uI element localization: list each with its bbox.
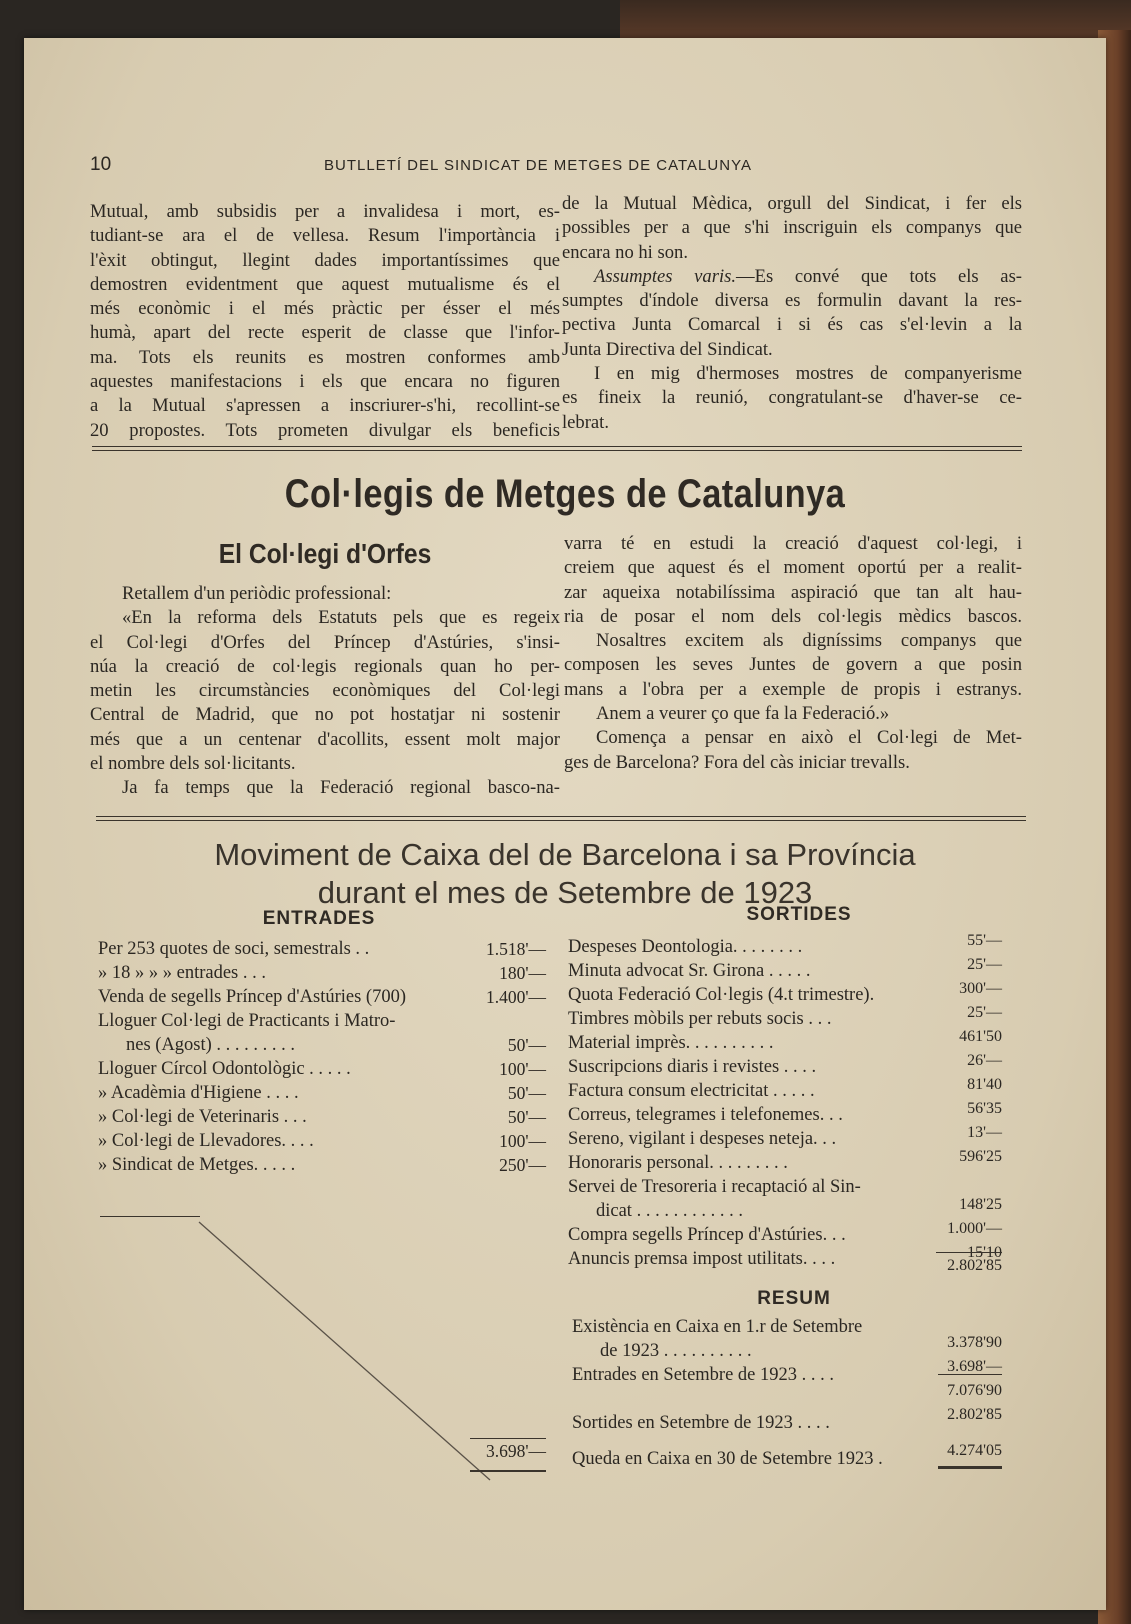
text-line: Mutual, amb subsidis per a invalidesa i mort, es- [90,201,560,222]
text-line: creiem que aquest és el moment oportú per a realit- [564,557,1022,579]
text-line: més que a un centenar d'acollits, essent molt major [90,728,560,750]
ledger-row-amount: 81'40 [967,1076,1002,1093]
ledger-row-amount: 300'— [959,980,1002,997]
text-line: núa la creació de col·legis regionals quan ho per- [90,655,560,677]
ledger-row-label: » Col·legi de Veterinaris . . . [98,1107,307,1127]
ledger-row-label: Quota Federació Col·legis (4.t trimestre). [568,985,875,1005]
text-line: varra té en estudi la creació d'aquest col·legi, i [564,533,1022,554]
entrades-heading: ENTRADES [262,908,376,929]
ledger-row-amount: 596'25 [959,1148,1002,1165]
text-line: I en mig d'hermoses mostres de companyerisme [594,363,1022,385]
ledger-row-label: » Sindicat de Metges. . . . . [98,1155,296,1175]
text-line: mans a l'obra per a exemple de propis i estranys. [564,678,1022,700]
resum-heading: RESUM [757,1288,831,1309]
text-line: Retallem d'un periòdic professional: [122,583,392,604]
ledger-row-amount: 1.518'— [485,939,546,959]
ledger-row-label: Suscripcions diaris i revistes . . . . [568,1057,817,1077]
ledger-row-label: Servei de Tresoreria i recaptació al Sin- [568,1177,861,1197]
running-title: BUTLLETÍ DEL SINDICAT DE METGES DE CATALUNYA [324,157,752,174]
section-title: Col·legis de Metges de Catalunya [284,472,846,516]
ledger-row-label: » Col·legi de Llevadores. . . . [98,1131,314,1151]
sortides-total-rule [936,1252,1002,1253]
ledger-row-amount: 148'25 [959,1196,1002,1213]
ledger-row-label: de 1923 . . . . . . . . . . [600,1341,752,1361]
ledger-row-label: Sereno, vigilant i despeses neteja. . . [568,1129,837,1149]
ledger-row-label: Lloguer Col·legi de Practicants i Matro- [98,1011,396,1031]
ledger-row-label: Lloguer Círcol Odontològic . . . . . [98,1059,351,1079]
ledger-row-amount: 25'— [967,956,1002,973]
text-line: humà, apart del recte esperit de classe que l'infor- [90,322,560,344]
ledger-row-label: Correus, telegrames i telefonemes. . . [568,1105,843,1125]
text-line: tudiant-se ara el de vellesa. Resum l'importància i [90,225,560,247]
ledger-row-label: Despeses Deontologia. . . . . . . . [568,937,803,957]
ledger-row-amount: 56'35 [967,1100,1002,1117]
text-line: Assumptes varis.—Es convé que tots els as- [594,265,1022,287]
divider-rule [92,450,1022,451]
ledger-row-amount: 100'— [499,1059,546,1079]
ledger-row-amount: 50'— [507,1083,546,1103]
ledger-row-amount: 4.274'05 [947,1442,1002,1459]
entrades-total-rule [470,1438,546,1439]
text-line: més econòmic i el més pràctic per ésser el més [90,298,560,320]
entrades-total: 3.698'— [485,1441,546,1461]
ledger-row-label: Anuncis premsa impost utilitats. . . . [568,1249,836,1269]
ledger-row-label: dicat . . . . . . . . . . . . [596,1201,743,1221]
text-line: ma. Tots els reunits es mostren conformes amb [90,346,560,368]
text-line: aquestes manifestacions i els que encara no figuren [90,371,560,393]
document-page [24,38,1106,1610]
ledger-row-amount: 50'— [507,1035,546,1055]
text-line: pectiva Junta Comarcal i si és cas s'el·levin a la [562,314,1022,336]
ledger-row-amount: 13'— [967,1124,1002,1141]
text-line: a la Mutual s'apressen a inscriurer-s'hi, recollint-se [90,395,560,417]
ledger-row-label: Factura consum electricitat . . . . . [568,1081,815,1101]
ledger-row-amount: 50'— [507,1107,546,1127]
divider-rule [96,820,1026,821]
ledger-row-amount: 1.400'— [485,987,546,1007]
article-subtitle: El Col·legi d'Orfes [218,538,432,569]
text-line: l'èxit obtingut, llegint dades importantíssimes que [90,249,560,271]
sortides-total: 2.802'85 [947,1257,1002,1274]
text-line: es fineix la reunió, congratulant-se d'haver-se ce- [562,387,1022,409]
ledger-row-amount: 15'10 [967,1244,1002,1261]
ledger-row-amount: 461'50 [959,1028,1002,1045]
ledger-row-label: Honoraris personal. . . . . . . . . [568,1153,788,1173]
ledger-row-amount: 25'— [967,1004,1002,1021]
resum-final-rule [938,1466,1002,1469]
ledger-row-label: Existència en Caixa en 1.r de Setembre [572,1317,863,1337]
ledger-row-label: » 18 » » » entrades . . . [98,963,267,983]
ledger-row-amount: 250'— [499,1155,546,1175]
ledger-row-amount: 180'— [499,963,546,983]
text-line: «En la reforma dels Estatuts pels que es regeix [122,607,560,629]
text-line: Anem a veurer ço que fa la Federació.» [596,703,890,725]
text-line: Comença a pensar en això el Col·legi de Met- [596,727,1022,749]
collegis-left-column [90,582,560,801]
ledger-row-label: Venda de segells Príncep d'Astúries (700) [98,987,406,1007]
text-line: de la Mutual Mèdica, orgull del Sindicat, i fer els [562,193,1022,214]
page-number: 10 [90,154,112,175]
ledger-row-label: Per 253 quotes de soci, semestrals . . [98,939,370,959]
ledger-row-label: Queda en Caixa en 30 de Setembre 1923 . [572,1449,883,1469]
ledger-row-amount: 26'— [967,1052,1002,1069]
ledger-row-amount: 3.378'90 [947,1334,1002,1351]
text-line: el Col·legi d'Orfes del Príncep d'Astúries, s'insi- [90,631,560,653]
text-line: 20 propostes. Tots prometen divulgar els beneficis [90,419,560,441]
text-line: Junta Directiva del Sindicat. [562,338,773,360]
ledger-row-amount: 1.000'— [947,1220,1002,1237]
ledger-row-label: Material imprès. . . . . . . . . . [568,1033,774,1053]
entrades-total-double-rule [470,1470,546,1472]
text-line: sumptes d'índole diversa es formulin davant la res- [562,290,1022,312]
text-line: demostren evidentment que aquest mutualisme és el [90,273,560,295]
divider-rule [92,446,1022,447]
top-article-left-column [90,200,560,443]
ledger-row-amount: 2.802'85 [947,1406,1002,1423]
text-line: Nosaltres excitem als digníssims companys que [596,630,1022,652]
text-line: composen les seves Juntes de govern a que posin [564,654,1022,676]
text-line: lebrat. [562,411,609,433]
resum-subtotal-rule [938,1374,1002,1375]
book-edge-top [620,0,1131,40]
text-line: zar aqueixa notabilíssima aspiració que tan alt hau- [564,581,1022,603]
divider-rule [96,816,1026,817]
ledger-row-label: » Acadèmia d'Higiene . . . . [98,1083,299,1103]
text-line: el nombre dels sol·licitants. [90,753,296,775]
text-line: Central de Madrid, que no pot hostatjar ni sostenir [90,704,560,726]
collegis-right-column [564,532,1022,775]
ledger-row-amount: 100'— [499,1131,546,1151]
text-line: ges de Barcelona? Fora del càs iniciar trevalls. [564,751,910,773]
ledger-row-label: Compra segells Príncep d'Astúries. . . [568,1225,846,1245]
text-line: possibles per a que s'hi inscriguin els companys que [562,217,1022,239]
cash-movement-title-line2: durant el mes de Setembre de 1923 [317,875,813,910]
ledger-row-label: Timbres mòbils per rebuts socis . . . [568,1009,832,1029]
ledger-row-amount: 3.698'— [947,1358,1002,1375]
text-line: ria de posar el nom dels col·legis mèdics bascos. [564,605,1022,627]
cash-movement-title-line1: Moviment de Caixa del de Barcelona i sa Província [214,837,916,872]
sortides-heading: SORTIDES [746,904,852,925]
italic-lead: Assumptes varis. [594,265,737,287]
ledger-row-label: Sortides en Setembre de 1923 . . . . [572,1413,830,1433]
text-line: encara no hi son. [562,241,688,263]
text-line: metin les circumstàncies econòmiques del Col·legi [90,680,560,702]
ledger-row-amount: 55'— [967,932,1002,949]
entrades-short-rule [100,1216,200,1217]
ledger-row-label: Minuta advocat Sr. Girona . . . . . [568,961,811,981]
cancel-slash-line [194,1218,494,1484]
ledger-row-label: nes (Agost) . . . . . . . . . [126,1035,296,1055]
ledger-row-label: Entrades en Setembre de 1923 . . . . [572,1365,835,1385]
text-line: Ja fa temps que la Federació regional basco-na- [122,777,560,799]
top-article-right-column [562,192,1022,435]
ledger-row-amount: 7.076'90 [947,1382,1002,1399]
